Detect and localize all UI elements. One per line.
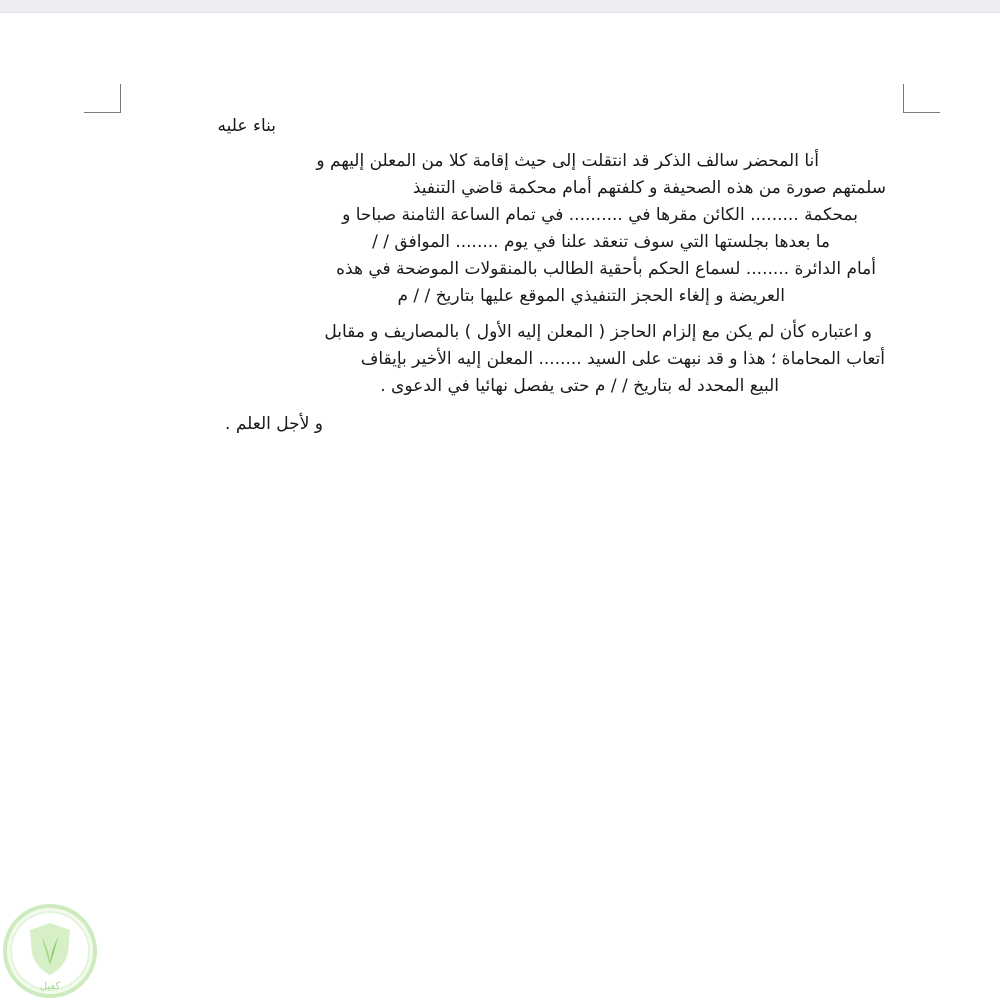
paragraph-1-line-3: بمحكمة ......... الكائن مقرها في .......... في تمام الساعة الثامنة صباحا و: [342, 205, 858, 225]
window-top-bar: [0, 0, 1000, 13]
right-margin-corner-mark: [903, 84, 940, 113]
left-margin-corner-mark: [84, 84, 121, 113]
paragraph-1-line-5: أمام الدائرة ........ لسماع الحكم بأحقية الطالب بالمنقولات الموضحة في هذه: [336, 259, 876, 279]
shield-leaf-icon: [2, 903, 98, 999]
paragraph-2-line-3: البيع المحدد له بتاريخ / / م حتى يفصل نهائيا في الدعوى .: [380, 376, 779, 396]
section-heading: بناء عليه: [217, 116, 276, 136]
paragraph-2-line-2: أتعاب المحاماة ؛ هذا و قد نبهت على السيد ........ المعلن إليه الأخير بإيقاف: [360, 349, 885, 369]
paragraph-1-line-1: أنا المحضر سالف الذكر قد انتقلت إلى حيث إقامة كلا من المعلن إليهم و: [316, 151, 819, 171]
paragraph-2-line-1: و اعتباره كأن لم يكن مع إلزام الحاجز ( المعلن إليه الأول ) بالمصاريف و مقابل: [324, 322, 872, 342]
watermark-logo: [2, 903, 98, 999]
paragraph-1-line-4: ما بعدها بجلستها التي سوف تنعقد علنا في يوم ........ الموافق / /: [372, 232, 830, 252]
watermark-text: كفيل: [39, 981, 61, 992]
paragraph-1-line-2: سلمتهم صورة من هذه الصحيفة و كلفتهم أمام محكمة قاضي التنفيذ: [412, 178, 886, 198]
closing-line: و لأجل العلم .: [225, 414, 323, 434]
paragraph-1-line-6: العريضة و إلغاء الحجز التنفيذي الموقع عليها بتاريخ / / م: [397, 286, 785, 306]
